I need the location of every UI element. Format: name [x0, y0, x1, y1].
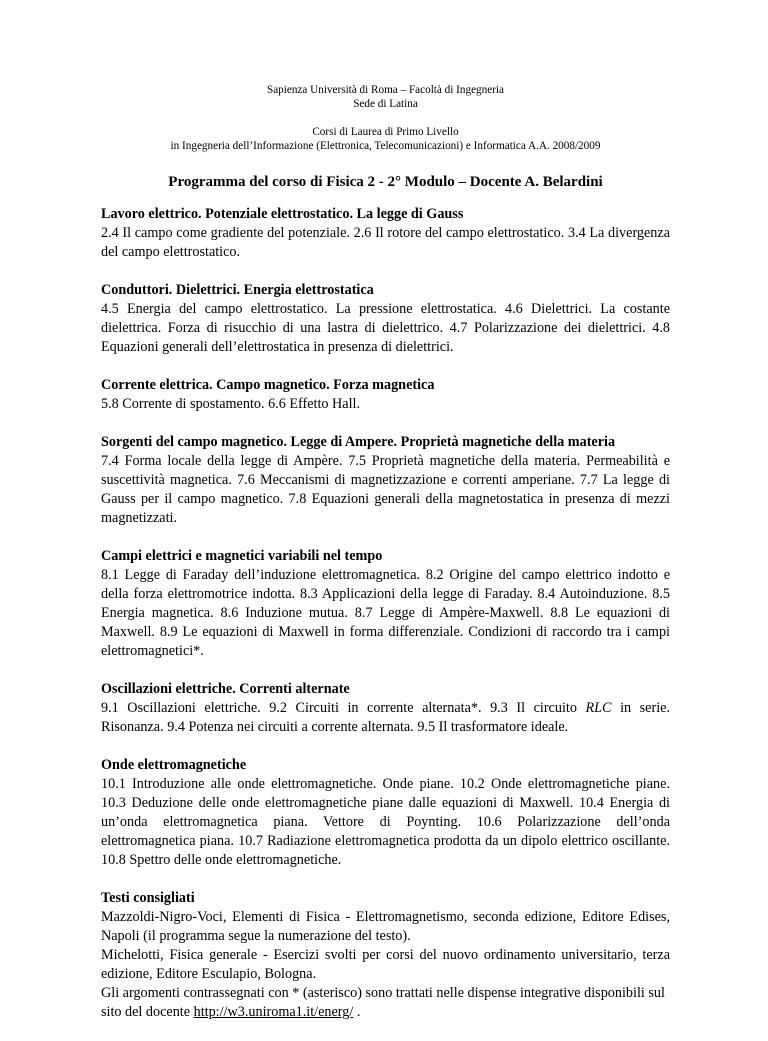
section-title: Conduttori. Dielettrici. Energia elettrostatica: [101, 282, 374, 298]
university-line: Sapienza Università di Roma – Facoltà di Ingegneria: [266, 84, 505, 96]
section-campi-variabili: [101, 547, 670, 661]
section-body: 8.1 Legge di Faraday dell’induzione elettromagnetica. 8.2 Origine del campo elettrico indotto e della forza elettromotrice indotta. 8.3 Applicazioni della legge di Faraday. 8.4 Autoinduzione. 8.5 Energia magnetica. 8.6 Induzione mutua. 8.7 Legge di Ampère-Maxwell. 8.8 Le equazioni di Maxwell. 8.9 Le equazioni di Maxwell in forma differenziale. Condizioni di raccordo tra i campi elettromagnetici*.: [101, 567, 670, 659]
section-testi-consigliati: [101, 889, 670, 1022]
section-body: 5.8 Corrente di spostamento. 6.6 Effetto Hall.: [101, 396, 361, 412]
section-body: 4.5 Energia del campo elettrostatico. La pressione elettrostatica. 4.6 Dielettrici. La costante dielettrica. Forza di risucchio di una lastra di dielettrico. 4.7 Polarizzazione dei dielettrici. 4.8 Equazioni generali dell’elettrostatica in presenza di dielettrici.: [101, 301, 670, 355]
section-conduttori: [101, 281, 670, 357]
book-reference: Michelotti, Fisica generale - Esercizi svolti per corsi del nuovo ordinamento universitario, terza edizione, Editore Esculapio, Bologna.: [101, 947, 670, 982]
section-sorgenti-campo-magnetico: [101, 433, 670, 528]
body-text-part: 9.1 Oscillazioni elettriche. 9.2 Circuiti in corrente alternata*. 9.3 Il circuito: [101, 700, 586, 716]
section-lavoro-elettrico: [101, 205, 670, 262]
section-title: Corrente elettrica. Campo magnetico. Forza magnetica: [101, 377, 435, 393]
campus-line: Sede di Latina: [353, 98, 418, 110]
degree-programs-line: in Ingegneria dell’Informazione (Elettronica, Telecomunicazioni) e Informatica A.A. 2008/2009: [170, 140, 601, 152]
section-onde: [101, 756, 670, 870]
section-body: [101, 908, 670, 1022]
document-header: [101, 83, 670, 153]
book-reference: Mazzoldi-Nigro-Voci, Elementi di Fisica - Elettromagnetismo, seconda edizione, Editore Edises, Napoli (il programma segue la numerazione del testo).: [101, 909, 670, 944]
note-paragraph: [101, 984, 670, 1022]
section-title: Oscillazioni elettriche. Correnti alternate: [101, 681, 350, 697]
body-text-part: in serie. Risonanza. 9.4 Potenza nei circuiti a corrente alternata. 9.5 Il trasformatore ideale.: [101, 700, 670, 735]
section-title: Onde elettromagnetiche: [101, 757, 247, 773]
section-title: Campi elettrici e magnetici variabili nel tempo: [101, 548, 383, 564]
rlc-italic: RLC: [585, 700, 612, 716]
document-page: [101, 83, 670, 1041]
section-title: Sorgenti del campo magnetico. Legge di Ampere. Proprietà magnetiche della materia: [101, 434, 616, 450]
docente-site-link[interactable]: http://w3.uniroma1.it/energ/: [193, 1004, 354, 1020]
note-text: Gli argomenti contrassegnati con * (asterisco) sono trattati nelle dispense integrative disponibili sul sito del docente: [101, 985, 665, 1020]
section-title: Testi consigliati: [101, 890, 195, 906]
section-body: [101, 699, 670, 737]
section-body: 7.4 Forma locale della legge di Ampère. 7.5 Proprietà magnetiche della materia. Permeabilità e suscettività magnetica. 7.6 Meccanismi di magnetizzazione e correnti amperiane. 7.7 La legge di Gauss per il campo magnetico. 7.8 Equazioni generali della magnetostatica in presenza di mezzi magnetizzati.: [101, 453, 670, 526]
section-oscillazioni: [101, 680, 670, 737]
section-corrente-elettrica: [101, 376, 670, 414]
note-end: .: [353, 1004, 361, 1020]
degree-line: Corsi di Laurea di Primo Livello: [312, 126, 459, 138]
section-title: Lavoro elettrico. Potenziale elettrostatico. La legge di Gauss: [101, 206, 464, 222]
section-body: 2.4 Il campo come gradiente del potenziale. 2.6 Il rotore del campo elettrostatico. 3.4 La divergenza del campo elettrostatico.: [101, 225, 670, 260]
course-title: Programma del corso di Fisica 2 - 2° Modulo – Docente A. Belardini: [168, 174, 603, 190]
section-body: 10.1 Introduzione alle onde elettromagnetiche. Onde piane. 10.2 Onde elettromagnetiche piane. 10.3 Deduzione delle onde elettromagnetiche piane dalle equazioni di Maxwell. 10.4 Energia di un’onda elettromagnetica piana. Vettore di Poynting. 10.6 Polarizzazione dell’onda elettromagnetica piana. 10.7 Radiazione elettromagnetica prodotta da un dipolo elettrico oscillante. 10.8 Spettro delle onde elettromagnetiche.: [101, 776, 670, 868]
